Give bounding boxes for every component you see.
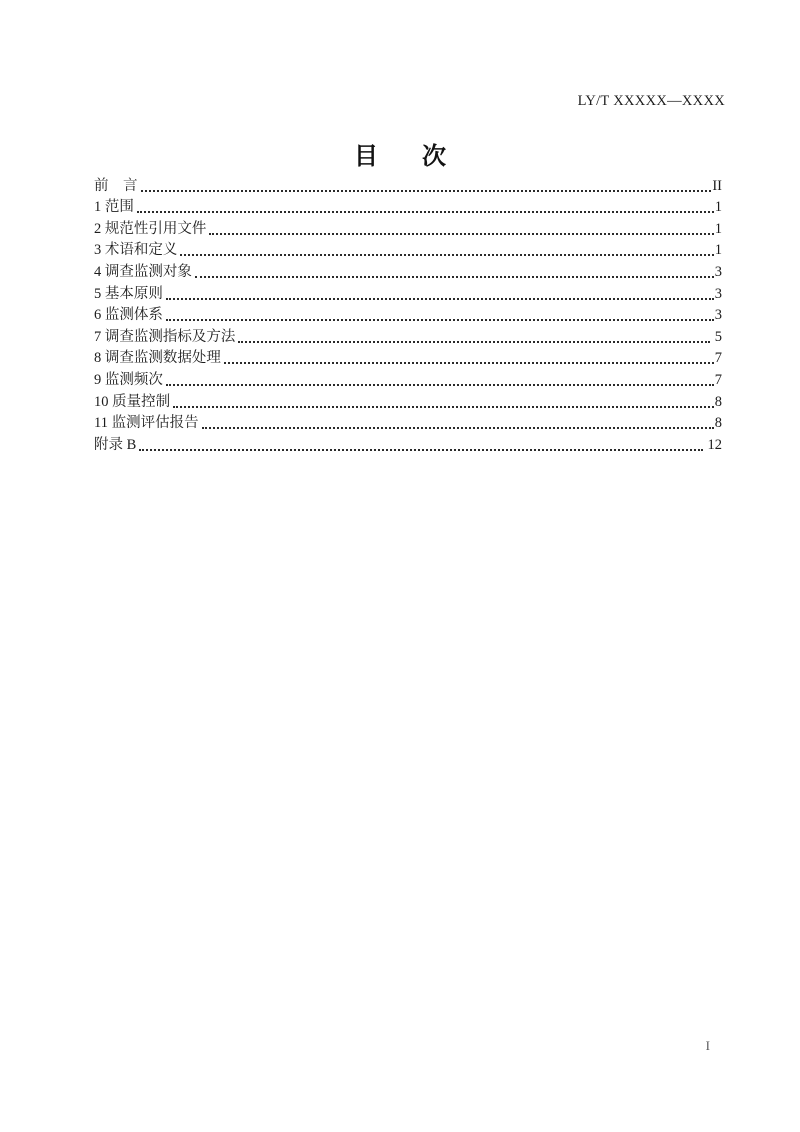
toc-entry-page: 3 [714,263,722,280]
toc-entry[interactable] [94,217,722,239]
toc-entry[interactable] [94,412,722,434]
toc-leader-dots [166,319,714,321]
toc-entry-label: 6 监测体系 [94,307,163,324]
toc-entry-page: 7 [714,350,722,367]
toc-leader-dots [180,254,713,256]
toc-leader-dots [173,406,714,408]
toc-entry-label: 11 监测评估报告 [94,415,199,432]
toc-entry-label: 1 范围 [94,199,134,216]
toc-leader-dots [139,449,703,451]
table-of-contents [94,174,722,455]
toc-entry[interactable] [94,390,722,412]
toc-entry-page: 3 [714,285,722,302]
toc-entry-page: 3 [714,307,722,324]
toc-entry-label: 附录 B [94,436,137,453]
toc-entry-page: 12 [703,436,722,453]
toc-entry-label: 10 质量控制 [94,393,171,410]
toc-entry[interactable] [94,282,722,304]
toc-entry[interactable] [94,347,722,369]
toc-entry-label: 3 术语和定义 [94,242,178,259]
toc-entry-label: 9 监测频次 [94,371,163,388]
page-title: 目 次 [354,143,456,170]
toc-leader-dots [166,384,714,386]
toc-entry-page: 1 [714,220,722,237]
toc-leader-dots [137,211,714,213]
toc-leader-dots [209,233,713,235]
toc-entry[interactable] [94,196,722,218]
toc-entry-label: 8 调查监测数据处理 [94,350,221,367]
toc-leader-dots [202,427,714,429]
toc-leader-dots [141,190,712,192]
toc-leader-dots [195,276,714,278]
toc-entry[interactable] [94,368,722,390]
toc-entry-page: 1 [714,199,722,216]
toc-entry-label: 7 调查监测指标及方法 [94,328,236,345]
toc-entry-page: 1 [714,242,722,259]
toc-entry[interactable] [94,325,722,347]
toc-leader-dots [238,341,710,343]
standard-code: LY/T XXXXX—XXXX [577,93,725,109]
toc-entry[interactable] [94,433,722,455]
toc-entry[interactable] [94,239,722,261]
toc-entry-label: 2 规范性引用文件 [94,220,207,237]
toc-entry-page: 8 [714,393,722,410]
toc-entry-page: 7 [714,371,722,388]
toc-entry[interactable] [94,174,722,196]
toc-entry[interactable] [94,304,722,326]
toc-entry-page: 8 [714,415,722,432]
toc-entry-page: II [712,177,722,194]
toc-entry-label: 4 调查监测对象 [94,263,192,280]
toc-leader-dots [224,362,714,364]
toc-entry-label: 前 言 [94,177,138,194]
toc-entry-page: 5 [711,328,722,345]
footer-page-number: I [705,1038,710,1053]
toc-leader-dots [166,298,714,300]
toc-entry[interactable] [94,260,722,282]
toc-entry-label: 5 基本原则 [94,285,163,302]
